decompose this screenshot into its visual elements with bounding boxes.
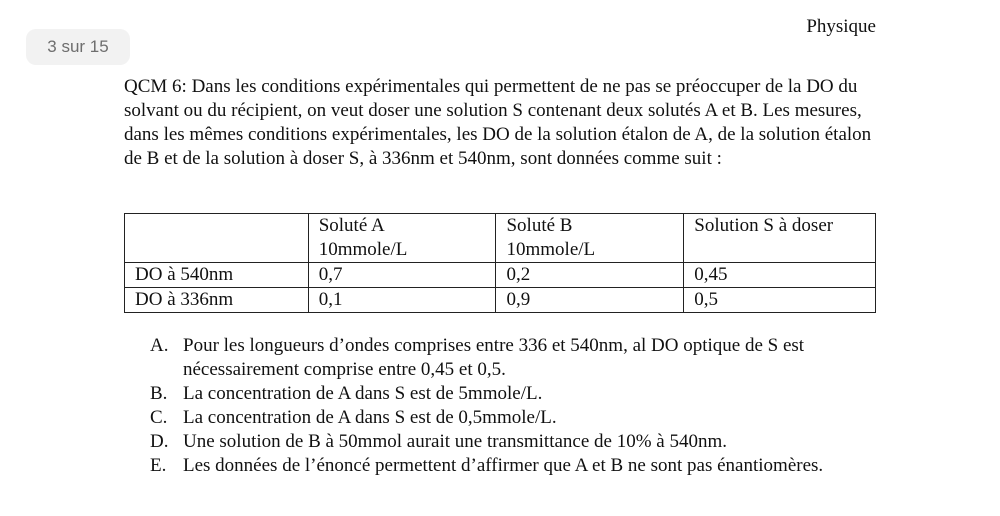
option-letter: A. xyxy=(150,335,169,356)
option-item xyxy=(150,454,890,478)
option-item xyxy=(150,334,890,382)
option-item xyxy=(150,406,890,430)
table-header-cell: Solution S à doser xyxy=(684,214,876,263)
question-text: QCM 6: Dans les conditions expérimentales qui permettent de ne pas se préoccuper de la DO du solvant ou du récipient, on veut doser une solution S contenant deux solutés A et B. Les mesures, dans les mêmes conditions expérimentales, les DO de la solution étalon de A, de la solution étalon de B et de la solution à doser S, à 336nm et 540nm, sont données comme suit : xyxy=(124,76,872,169)
option-item xyxy=(150,430,890,454)
table-cell: DO à 336nm xyxy=(125,288,309,313)
option-letter: E. xyxy=(150,455,167,476)
table-cell: 0,2 xyxy=(496,263,684,288)
header-solute-a: Soluté A 10mmole/L xyxy=(318,215,408,260)
page-indicator-badge: 3 sur 15 xyxy=(26,29,130,65)
table-cell: 0,45 xyxy=(684,263,876,288)
table-cell: DO à 540nm xyxy=(125,263,309,288)
table-row xyxy=(125,288,876,313)
header-solute-b: Soluté B 10mmole/L xyxy=(506,215,596,260)
table-header-row xyxy=(125,214,876,263)
table-header-cell xyxy=(125,214,309,263)
data-table xyxy=(124,213,876,313)
table-row xyxy=(125,263,876,288)
option-text: La concentration de A dans S est de 5mmole/L. xyxy=(183,383,543,404)
answer-options xyxy=(150,334,890,478)
option-letter: C. xyxy=(150,407,168,428)
table-cell: 0,7 xyxy=(308,263,496,288)
option-letter: D. xyxy=(150,431,169,452)
table-header-cell xyxy=(308,214,496,263)
option-text: Pour les longueurs d’ondes comprises entre 336 et 540nm, al DO optique de S est nécessairement comprise entre 0,45 et 0,5. xyxy=(183,335,805,380)
subject-header: Physique xyxy=(806,16,876,37)
option-text: La concentration de A dans S est de 0,5mmole/L. xyxy=(183,407,557,428)
question-block xyxy=(124,75,884,171)
option-text: Une solution de B à 50mmol aurait une transmittance de 10% à 540nm. xyxy=(183,431,728,452)
table-cell: 0,5 xyxy=(684,288,876,313)
option-text: Les données de l’énoncé permettent d’affirmer que A et B ne sont pas énantiomères. xyxy=(183,455,824,476)
table-header-cell xyxy=(496,214,684,263)
option-item xyxy=(150,382,890,406)
option-letter: B. xyxy=(150,383,168,404)
table-cell: 0,9 xyxy=(496,288,684,313)
table-cell: 0,1 xyxy=(308,288,496,313)
